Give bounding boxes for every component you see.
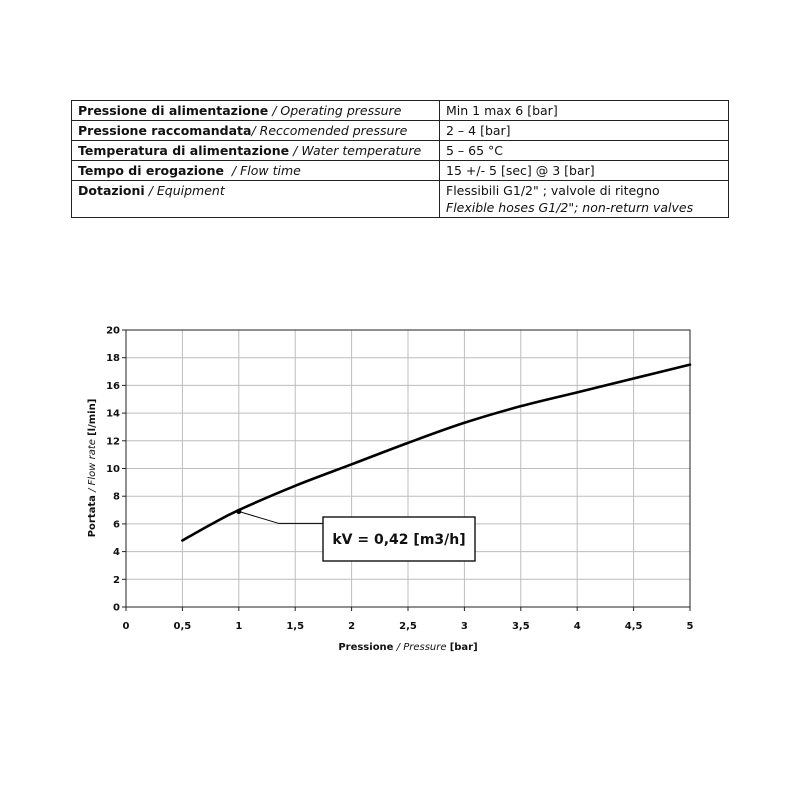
y-tick-label: 0 xyxy=(113,602,120,614)
kv-annotation: kV = 0,42 [m3/h] xyxy=(332,532,466,548)
spec-value-line: Min 1 max 6 [bar] xyxy=(446,103,558,118)
x-tick-label: 5 xyxy=(686,621,694,632)
y-tick-label: 6 xyxy=(113,519,120,531)
y-tick-label: 18 xyxy=(106,353,120,365)
y-axis-label-en: / Flow rate xyxy=(87,435,98,496)
x-axis-label-unit: [bar] xyxy=(449,642,478,653)
spec-value-line: 5 – 65 °C xyxy=(446,143,504,158)
spec-label-it: Pressione raccomandata xyxy=(78,123,252,138)
spec-value-line: 15 +/- 5 [sec] @ 3 [bar] xyxy=(446,163,595,178)
spec-label-it: Pressione di alimentazione xyxy=(78,103,269,118)
x-tick-label: 4 xyxy=(573,621,581,632)
x-axis-label-main: Pressione xyxy=(338,642,394,653)
kv-point-marker xyxy=(236,509,241,514)
y-tick-label: 20 xyxy=(106,325,120,337)
x-tick-label: 0,5 xyxy=(173,621,192,632)
spec-label-it: Temperatura di alimentazione xyxy=(78,143,290,158)
x-axis-label xyxy=(338,642,477,653)
spec-value-line: Flexible hoses G1/2"; non-return valves xyxy=(446,200,694,215)
x-axis-label-en: / Pressure xyxy=(393,642,450,653)
x-tick-label: 3,5 xyxy=(511,621,530,632)
spec-label-en: / Flow time xyxy=(223,163,301,178)
y-tick-label: 16 xyxy=(106,380,120,392)
x-tick-label: 2,5 xyxy=(399,621,417,632)
y-axis-label xyxy=(87,399,98,538)
y-axis-label-unit: [l/min] xyxy=(87,398,98,436)
spec-label-en: / Reccomended pressure xyxy=(251,123,408,138)
y-tick-label: 4 xyxy=(113,547,120,559)
y-axis-label-main: Portata xyxy=(87,495,98,538)
y-tick-label: 14 xyxy=(106,408,120,420)
x-tick-label: 0 xyxy=(122,621,130,632)
y-tick-label: 10 xyxy=(106,464,120,475)
spec-label-en: / Equipment xyxy=(144,183,225,198)
spec-label-it: Dotazioni xyxy=(78,183,145,198)
spec-value-line: Flessibili G1/2" ; valvole di ritegno xyxy=(446,183,660,198)
flow-curve xyxy=(182,365,690,541)
spec-label-en: / Operating pressure xyxy=(268,103,402,118)
spec-label-it: Tempo di erogazione xyxy=(78,163,224,178)
y-axis-ticks xyxy=(106,326,126,614)
x-tick-label: 1,5 xyxy=(286,621,305,632)
chart-grid xyxy=(126,330,690,607)
spec-label-en: / Water temperature xyxy=(289,143,422,158)
spec-value-line: 2 – 4 [bar] xyxy=(446,123,511,138)
x-tick-label: 3 xyxy=(460,621,468,632)
y-tick-label: 12 xyxy=(106,436,120,448)
x-tick-label: 1 xyxy=(235,621,243,632)
x-tick-label: 2 xyxy=(348,621,356,632)
x-axis-ticks xyxy=(123,607,694,632)
kv-leader-line xyxy=(239,511,323,523)
y-tick-label: 2 xyxy=(113,574,120,586)
x-tick-label: 4,5 xyxy=(624,621,643,632)
y-tick-label: 8 xyxy=(113,491,120,503)
